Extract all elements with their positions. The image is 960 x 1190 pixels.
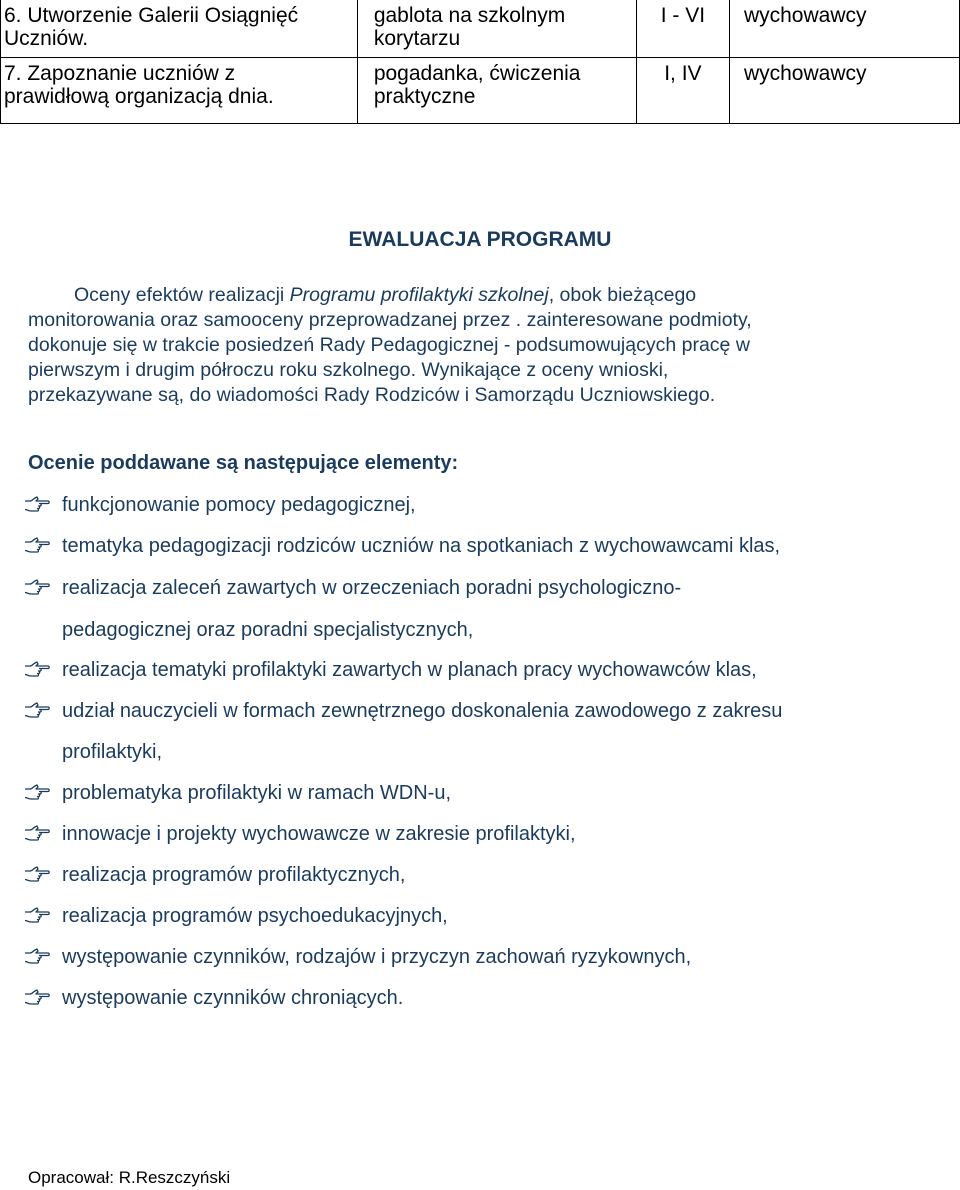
table-cell-task <box>1 58 358 124</box>
table-cell-responsible: wychowawcy <box>729 0 959 58</box>
pointing-hand-icon <box>24 865 50 885</box>
list-item-continuation: profilaktyki, <box>62 741 163 763</box>
table-cell-form <box>357 0 636 58</box>
paragraph-line <box>28 283 948 308</box>
cell-line: pogadanka, ćwiczenia <box>373 62 581 85</box>
table-cell-classes: I, IV <box>636 58 729 124</box>
cell-line: 6. Utworzenie Galerii Osiągnięć <box>4 4 299 27</box>
paragraph-line: monitorowania oraz samooceny przeprowadzanej przez . zainteresowane podmioty, <box>28 309 752 331</box>
paragraph-line: przekazywane są, do wiadomości Rady Rodziców i Samorządu Uczniowskiego. <box>28 384 716 406</box>
pointing-hand-icon <box>24 495 50 515</box>
pointing-hand-icon <box>24 824 50 844</box>
activity-table <box>0 0 960 124</box>
paragraph-line: pierwszym i drugim półroczu roku szkolnego. Wynikające z oceny wnioski, <box>28 359 669 381</box>
cell-line: korytarzu <box>373 27 461 50</box>
evaluation-paragraph <box>28 283 948 408</box>
pointing-hand-icon <box>24 783 50 803</box>
paragraph-text: Oceny efektów realizacji <box>74 284 290 306</box>
author-footer: Opracował: R.Reszczyński <box>28 1168 231 1187</box>
pointing-hand-icon <box>24 536 50 556</box>
table-cell-classes: I - VI <box>636 0 729 58</box>
cell-line: gablota na szkolnym <box>373 4 566 27</box>
program-name: Programu profilaktyki szkolnej <box>289 284 549 306</box>
section-title: EWALUACJA PROGRAMU <box>348 228 612 251</box>
pointing-hand-icon <box>24 701 50 721</box>
table-row <box>1 58 960 124</box>
cell-line: praktyczne <box>373 85 476 108</box>
table-row <box>1 0 960 58</box>
paragraph-line: dokonuje się w trakcie posiedzeń Rady Pedagogicznej - podsumowujących pracę w <box>28 334 750 356</box>
pointing-hand-icon <box>24 906 50 926</box>
pointing-hand-icon <box>24 988 50 1008</box>
cell-line: Uczniów. <box>4 27 89 50</box>
paragraph-text: , obok bieżącego <box>548 284 697 306</box>
pointing-hand-icon <box>24 947 50 967</box>
pointing-hand-icon <box>24 660 50 680</box>
list-item-continuation: pedagogicznej oraz poradni specjalistycznych, <box>62 619 474 641</box>
pointing-hand-icon <box>24 578 50 598</box>
cell-line: prawidłową organizacją dnia. <box>4 85 274 108</box>
table-cell-form <box>357 58 636 124</box>
table-cell-responsible: wychowawcy <box>729 58 959 124</box>
cell-line: 7. Zapoznanie uczniów z <box>4 62 236 85</box>
elements-heading: Ocenie poddawane są następujące elementy: <box>28 452 459 474</box>
table-cell-task <box>1 0 358 58</box>
